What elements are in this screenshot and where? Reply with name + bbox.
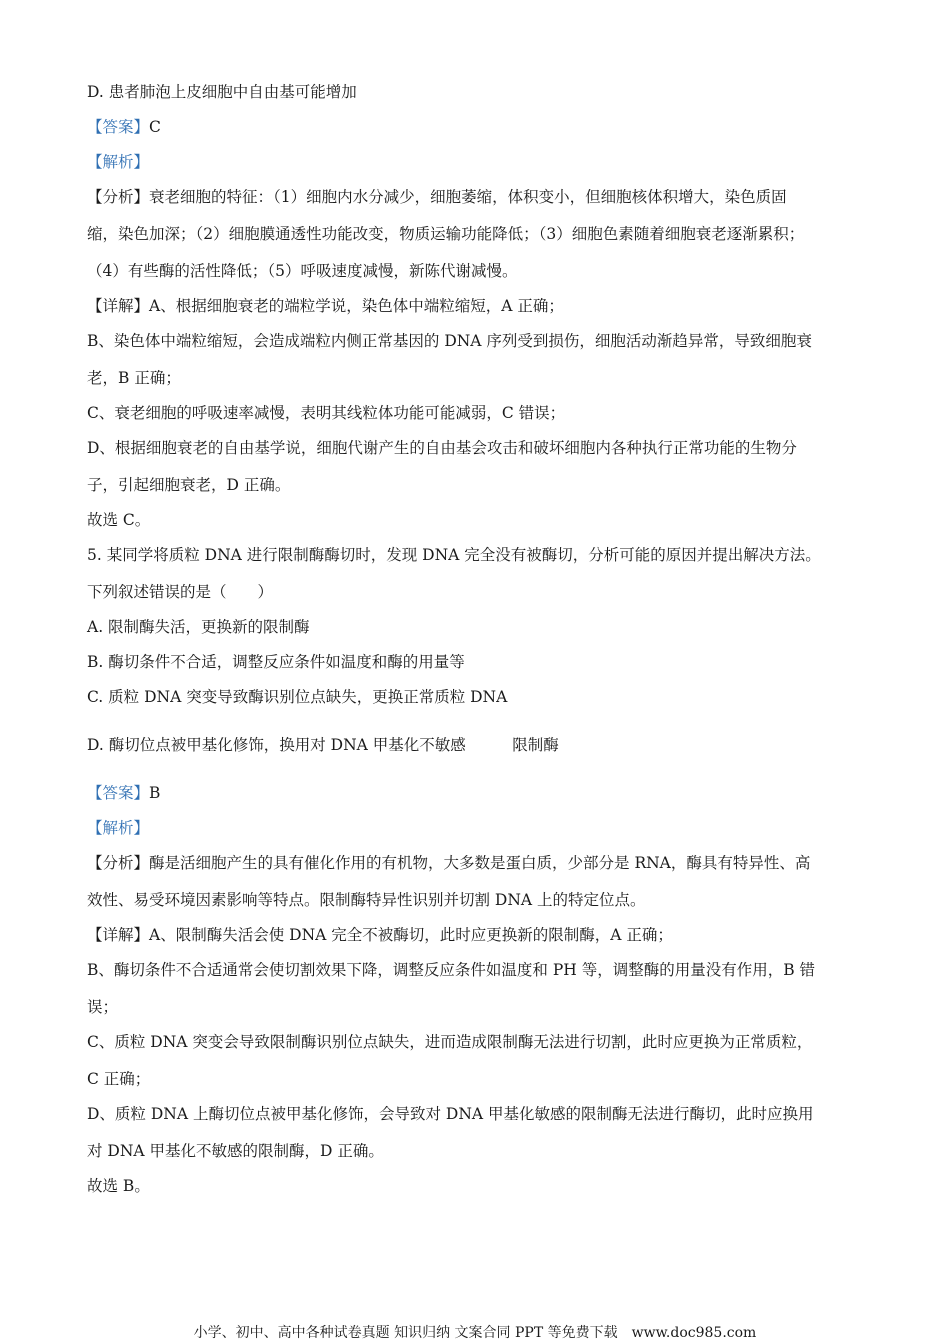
q5-conclusion: 故选 B。	[87, 1177, 150, 1195]
q5-option-d: D. 酶切位点被甲基化修饰，换用对 DNA 甲基化不敏感 限制酶	[87, 736, 559, 754]
xiangjie-text: A、限制酶失活会使 DNA 完全不被酶切，此时应更换新的限制酶，A 正确；	[149, 926, 673, 944]
q4-analysis-tag	[87, 152, 877, 172]
q5-analysis-tag	[87, 818, 877, 838]
q5-xiangjie-line: 对 DNA 甲基化不敏感的限制酶，D 正确。	[87, 1142, 384, 1160]
fenxi-text: 酶是活细胞产生的具有催化作用的有机物，大多数是蛋白质，少部分是 RNA，酶具有特异性、高	[149, 854, 811, 872]
q4-option-d: D. 患者肺泡上皮细胞中自由基可能增加	[87, 83, 357, 101]
answer-value: B	[149, 784, 161, 802]
q5-xiangjie-line: B、酶切条件不合适通常会使切割效果下降，调整反应条件如温度和 PH 等，调整酶的用量没有作用，B 错	[87, 961, 816, 979]
q5-xiangjie-line: C 正确；	[87, 1070, 151, 1088]
q4-fenxi-line: （4）有些酶的活性降低；（5）呼吸速度减慢，新陈代谢减慢。	[87, 262, 518, 280]
q5-xiangjie-line: C、质粒 DNA 突变会导致限制酶识别位点缺失，进而造成限制酶无法进行切割，此时应更换为正常质粒，	[87, 1033, 813, 1051]
xiangjie-tag: 【详解】	[87, 297, 150, 315]
analysis-tag: 【解析】	[87, 819, 150, 837]
q5-fenxi-line	[87, 853, 877, 873]
xiangjie-text: A、根据细胞衰老的端粒学说，染色体中端粒缩短，A 正确；	[149, 297, 564, 315]
q4-answer	[87, 117, 877, 137]
fenxi-text: 衰老细胞的特征：（1）细胞内水分减少，细胞萎缩，体积变小，但细胞核体积增大，染色质固	[149, 188, 787, 206]
q4-xiangjie-line	[87, 296, 877, 316]
q5-stem: 下列叙述错误的是（ ）	[87, 583, 274, 601]
answer-tag: 【答案】	[87, 118, 150, 136]
q4-xiangjie-line: 子，引起细胞衰老，D 正确。	[87, 476, 291, 494]
fenxi-tag: 【分析】	[87, 854, 150, 872]
answer-tag: 【答案】	[87, 784, 150, 802]
q5-fenxi-line: 效性、易受环境因素影响等特点。限制酶特异性识别并切割 DNA 上的特定位点。	[87, 891, 646, 909]
q4-fenxi-line	[87, 187, 877, 207]
page-footer	[0, 1322, 950, 1342]
q5-xiangjie-line: 误；	[87, 998, 119, 1016]
fenxi-tag: 【分析】	[87, 188, 150, 206]
q5-option-c: C. 质粒 DNA 突变导致酶识别位点缺失，更换正常质粒 DNA	[87, 688, 508, 706]
footer-link[interactable]: www.doc985.com	[631, 1325, 757, 1341]
footer-text: 小学、初中、高中各种试卷真题 知识归纳 文案合同 PPT 等免费下载	[193, 1325, 618, 1341]
q5-xiangjie-line	[87, 925, 877, 945]
q5-option-b: B. 酶切条件不合适，调整反应条件如温度和酶的用量等	[87, 653, 465, 671]
q4-xiangjie-line: B、染色体中端粒缩短，会造成端粒内侧正常基因的 DNA 序列受到损伤，细胞活动渐趋异常，导致细胞衰	[87, 332, 812, 350]
q4-xiangjie-line: 老，B 正确；	[87, 369, 181, 387]
q5-xiangjie-line: D、质粒 DNA 上酶切位点被甲基化修饰，会导致对 DNA 甲基化敏感的限制酶无法进行酶切，此时应换用	[87, 1105, 814, 1123]
q4-conclusion: 故选 C。	[87, 511, 151, 529]
q4-fenxi-line: 缩，染色加深；（2）细胞膜通透性功能改变，物质运输功能降低；（3）细胞色素随着细胞衰老逐渐累积；	[87, 225, 805, 243]
q5-stem: 5. 某同学将质粒 DNA 进行限制酶酶切时，发现 DNA 完全没有被酶切，分析可能的原因并提出解决方法。	[87, 546, 821, 564]
q5-answer	[87, 783, 877, 803]
q4-xiangjie-line: D、根据细胞衰老的自由基学说，细胞代谢产生的自由基会攻击和破坏细胞内各种执行正常功能的生物分	[87, 439, 797, 457]
xiangjie-tag: 【详解】	[87, 926, 150, 944]
document-body	[87, 78, 877, 1196]
q5-option-a: A. 限制酶失活，更换新的限制酶	[87, 618, 310, 636]
q4-xiangjie-line: C、衰老细胞的呼吸速率减慢，表明其线粒体功能可能减弱，C 错误；	[87, 404, 566, 422]
analysis-tag: 【解析】	[87, 153, 150, 171]
answer-value: C	[149, 118, 161, 136]
